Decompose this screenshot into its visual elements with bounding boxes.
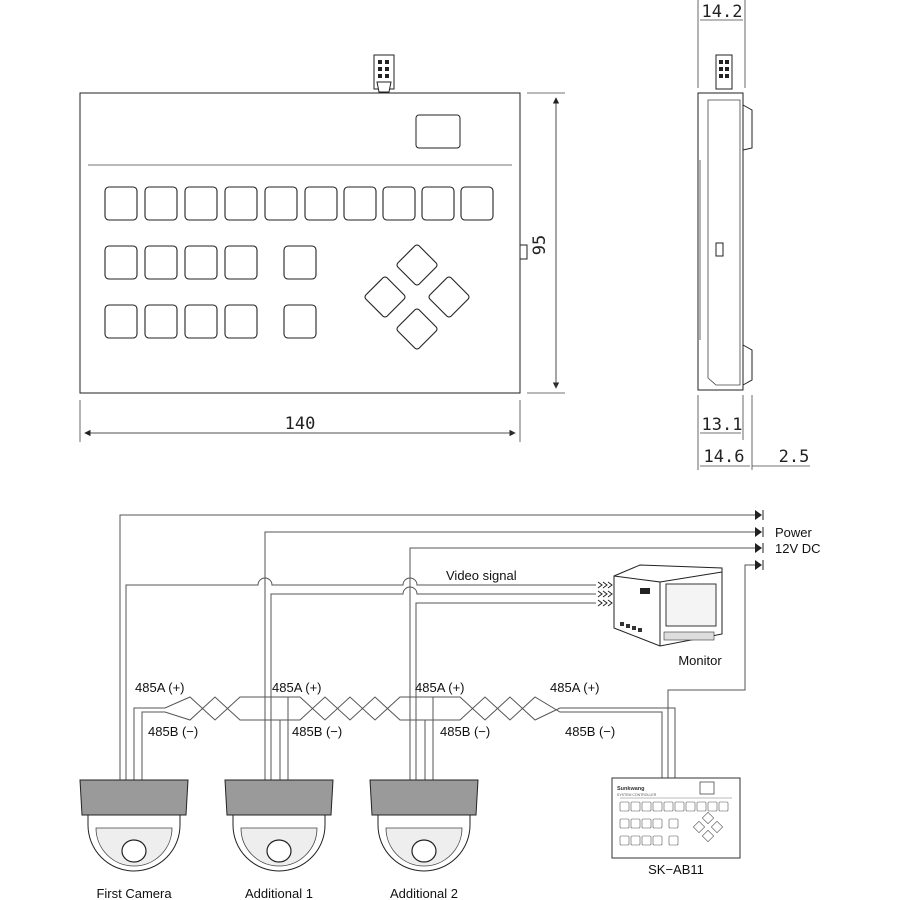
key[interactable] bbox=[284, 246, 316, 279]
additional-1-label: Additional 1 bbox=[245, 886, 313, 900]
key[interactable] bbox=[185, 305, 217, 338]
key[interactable] bbox=[185, 246, 217, 279]
rs485-wiring bbox=[134, 680, 675, 780]
key[interactable] bbox=[383, 187, 415, 220]
offset-value: 2.5 bbox=[778, 447, 810, 467]
width-dimension bbox=[80, 400, 520, 442]
key[interactable] bbox=[185, 187, 217, 220]
key[interactable] bbox=[305, 187, 337, 220]
depth-inner-value: 13.1 bbox=[701, 415, 743, 435]
rs485b-label-4: 485B (−) bbox=[565, 724, 616, 739]
key[interactable] bbox=[145, 187, 177, 220]
display-window bbox=[416, 115, 460, 148]
key[interactable] bbox=[145, 246, 177, 279]
additional-camera-1 bbox=[225, 780, 333, 900]
key[interactable] bbox=[344, 187, 376, 220]
controller-subtitle: SYSTEM CONTROLLER bbox=[617, 793, 657, 797]
monitor-label: Monitor bbox=[678, 653, 722, 668]
video-connectors bbox=[598, 582, 612, 606]
key[interactable] bbox=[105, 246, 137, 279]
power-label: Power bbox=[775, 525, 812, 540]
rs485b-label-3: 485B (−) bbox=[440, 724, 491, 739]
video-wiring bbox=[126, 568, 596, 780]
monitor-screen bbox=[666, 584, 716, 626]
video-signal-label: Video signal bbox=[446, 568, 517, 583]
rs485b-label-1: 485B (−) bbox=[148, 724, 199, 739]
key-row-2 bbox=[105, 246, 316, 279]
rs485a-label-4: 485A (+) bbox=[550, 680, 600, 695]
controller-front-view bbox=[80, 55, 565, 442]
controller-brand: Sunkwang bbox=[617, 786, 645, 792]
key[interactable] bbox=[105, 305, 137, 338]
depth-top-value: 14.2 bbox=[701, 2, 743, 22]
rs485a-label-1: 485A (+) bbox=[135, 680, 185, 695]
additional-camera-2 bbox=[370, 780, 478, 900]
key[interactable] bbox=[461, 187, 493, 220]
width-value: 140 bbox=[284, 414, 316, 434]
voltage-label: 12V DC bbox=[775, 541, 821, 556]
key[interactable] bbox=[145, 305, 177, 338]
key[interactable] bbox=[422, 187, 454, 220]
power-terminals bbox=[755, 510, 763, 570]
key[interactable] bbox=[265, 187, 297, 220]
rs485a-label-3: 485A (+) bbox=[415, 680, 465, 695]
height-dimension bbox=[527, 93, 565, 393]
top-connector bbox=[374, 55, 394, 92]
key[interactable] bbox=[225, 246, 257, 279]
monitor bbox=[598, 565, 722, 668]
key[interactable] bbox=[105, 187, 137, 220]
rs485a-label-2: 485A (+) bbox=[272, 680, 322, 695]
side-body bbox=[698, 93, 743, 390]
controller-side-view bbox=[698, 0, 810, 470]
height-value: 95 bbox=[530, 234, 550, 256]
depth-total-value: 14.6 bbox=[703, 447, 745, 467]
additional-2-label: Additional 2 bbox=[390, 886, 458, 900]
power-wiring bbox=[120, 510, 821, 780]
key[interactable] bbox=[284, 305, 316, 338]
side-tab bbox=[520, 245, 527, 259]
controller-label: SK−AB11 bbox=[648, 862, 704, 877]
key-row-3 bbox=[105, 305, 316, 338]
rs485b-label-2: 485B (−) bbox=[292, 724, 343, 739]
sk-ab11-controller bbox=[612, 778, 740, 877]
key[interactable] bbox=[225, 187, 257, 220]
key[interactable] bbox=[225, 305, 257, 338]
first-camera-label: First Camera bbox=[96, 886, 172, 900]
first-camera bbox=[80, 780, 188, 900]
